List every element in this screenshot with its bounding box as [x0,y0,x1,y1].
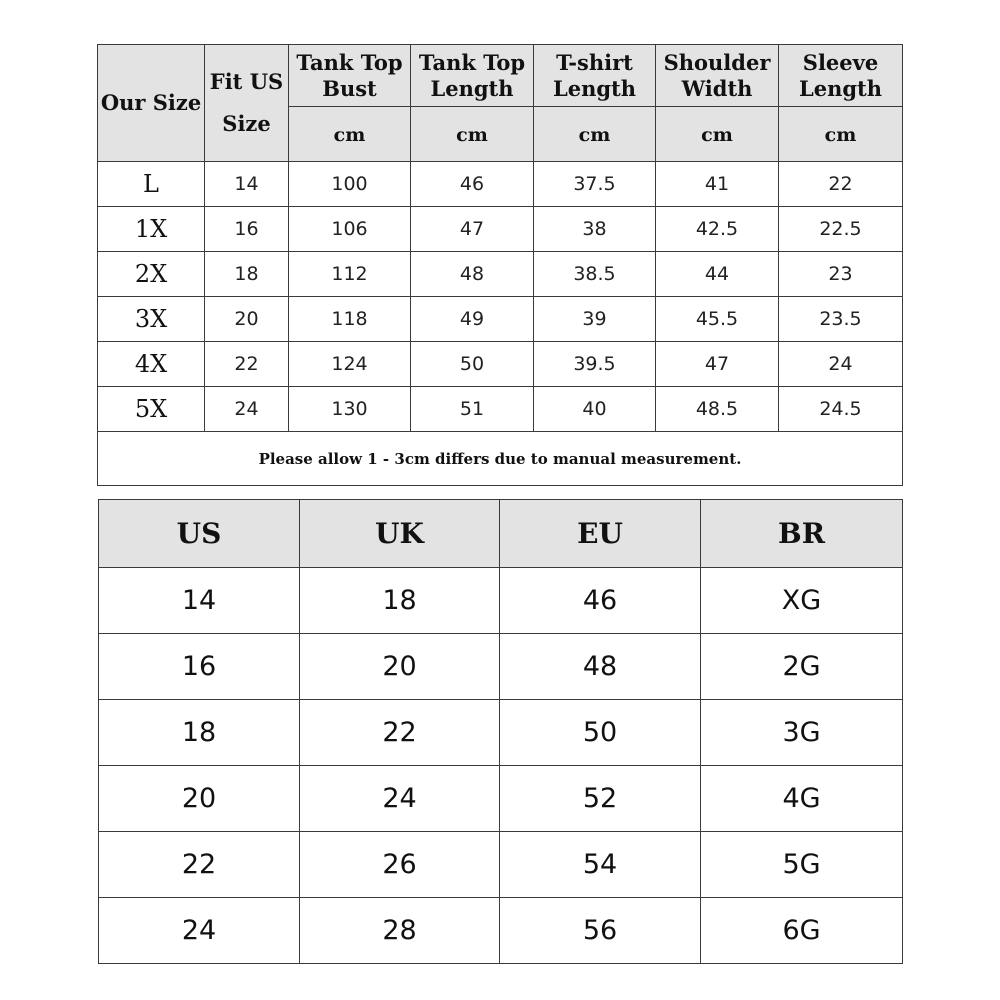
size-name-cell: 3X [98,297,205,342]
table-row [99,568,903,634]
unit-cell [411,107,534,162]
br-size-cell: 3G [701,700,903,766]
t-shirt-length-cell: 38.5 [534,252,656,297]
uk-size-cell: 18 [300,568,500,634]
fit-us-cell: 16 [205,207,289,252]
size-name-cell: 2X [98,252,205,297]
eu-size-cell: 48 [500,634,701,700]
tank-top-length-header [411,45,534,107]
tank-top-bust-cell: 118 [289,297,411,342]
unit-label: cm [333,123,366,146]
tank-top-bust-cell: 106 [289,207,411,252]
column-header-line1: T-shirt [556,49,633,75]
column-header-line2: Length [430,75,514,101]
unit-label: cm [824,123,857,146]
column-header-line1: Tank Top [296,49,403,75]
table-row [98,207,903,252]
uk-size-cell: 24 [300,766,500,832]
unit-label: cm [701,123,733,146]
t-shirt-length-cell: 40 [534,387,656,432]
us-size-cell: 20 [99,766,300,832]
tank-top-length-cell: 49 [411,297,534,342]
size-chart-table [97,44,903,486]
us-size-cell: 22 [99,832,300,898]
tank-top-bust-cell: 130 [289,387,411,432]
shoulder-width-cell: 41 [656,162,779,207]
table-row [99,832,903,898]
sleeve-length-cell: 24 [779,342,903,387]
size-name-cell: 1X [98,207,205,252]
sleeve-length-cell: 22.5 [779,207,903,252]
eu-size-cell: 50 [500,700,701,766]
br-header: BR [701,500,903,568]
us-size-cell: 14 [99,568,300,634]
br-size-cell: 2G [701,634,903,700]
t-shirt-length-header [534,45,656,107]
us-size-cell: 24 [99,898,300,964]
br-size-cell: 6G [701,898,903,964]
uk-size-cell: 22 [300,700,500,766]
conversion-body [99,568,903,964]
eu-size-cell: 52 [500,766,701,832]
unit-label: cm [578,123,611,146]
sleeve-length-cell: 23.5 [779,297,903,342]
unit-cell [289,107,411,162]
unit-cell [656,107,779,162]
size-chart-header-row [98,45,903,107]
eu-header: EU [500,500,701,568]
shoulder-width-cell: 42.5 [656,207,779,252]
column-header-line2: Length [798,75,883,101]
size-chart-body [98,162,903,432]
fit-us-header-line1: Fit US [209,69,284,94]
tank-top-bust-header [289,45,411,107]
table-row [99,766,903,832]
fit-us-cell: 18 [205,252,289,297]
us-header: US [99,500,300,568]
eu-size-cell: 46 [500,568,701,634]
us-size-cell: 16 [99,634,300,700]
tank-top-length-cell: 48 [411,252,534,297]
us-size-cell: 18 [99,700,300,766]
table-row [98,387,903,432]
tank-top-bust-cell: 100 [289,162,411,207]
table-row [98,297,903,342]
column-header-line1: Shoulder [663,49,771,75]
eu-size-cell: 56 [500,898,701,964]
size-name-cell: 5X [98,387,205,432]
shoulder-width-cell: 44 [656,252,779,297]
table-row [99,700,903,766]
t-shirt-length-cell: 38 [534,207,656,252]
uk-header: UK [300,500,500,568]
unit-label: cm [456,123,488,146]
column-header-line1: Tank Top [418,49,526,75]
shoulder-width-header [656,45,779,107]
uk-size-cell: 28 [300,898,500,964]
br-size-cell: XG [701,568,903,634]
sleeve-length-header [779,45,903,107]
uk-size-cell: 26 [300,832,500,898]
note-row [98,432,903,486]
tank-top-length-cell: 46 [411,162,534,207]
shoulder-width-cell: 47 [656,342,779,387]
shoulder-width-cell: 45.5 [656,297,779,342]
sleeve-length-cell: 22 [779,162,903,207]
unit-cell [534,107,656,162]
fit-us-header-line2: Size [222,111,271,136]
t-shirt-length-cell: 37.5 [534,162,656,207]
br-size-cell: 4G [701,766,903,832]
fit-us-cell: 24 [205,387,289,432]
fit-us-cell: 22 [205,342,289,387]
t-shirt-length-cell: 39 [534,297,656,342]
size-name-cell: L [98,162,205,207]
unit-cell [779,107,903,162]
shoulder-width-cell: 48.5 [656,387,779,432]
our-size-header: Our Size [98,45,205,162]
measurement-note: Please allow 1 - 3cm differs due to manual measurement. [98,432,903,486]
fit-us-cell: 20 [205,297,289,342]
column-header-line2: Width [681,75,753,101]
table-row [98,342,903,387]
tank-top-length-cell: 47 [411,207,534,252]
tank-top-bust-cell: 124 [289,342,411,387]
table-row [98,162,903,207]
table-row [98,252,903,297]
br-size-cell: 5G [701,832,903,898]
column-header-line2: Bust [322,75,377,101]
tank-top-length-cell: 51 [411,387,534,432]
fit-us-cell: 14 [205,162,289,207]
table-row [99,898,903,964]
size-name-cell: 4X [98,342,205,387]
tank-top-length-cell: 50 [411,342,534,387]
column-header-line1: Sleeve [802,49,879,75]
eu-size-cell: 54 [500,832,701,898]
size-conversion-table [98,499,903,964]
fit-us-size-header [205,45,289,162]
conversion-header-row [99,500,903,568]
column-header-line2: Length [552,75,637,101]
uk-size-cell: 20 [300,634,500,700]
sleeve-length-cell: 23 [779,252,903,297]
table-row [99,634,903,700]
tank-top-bust-cell: 112 [289,252,411,297]
sleeve-length-cell: 24.5 [779,387,903,432]
t-shirt-length-cell: 39.5 [534,342,656,387]
